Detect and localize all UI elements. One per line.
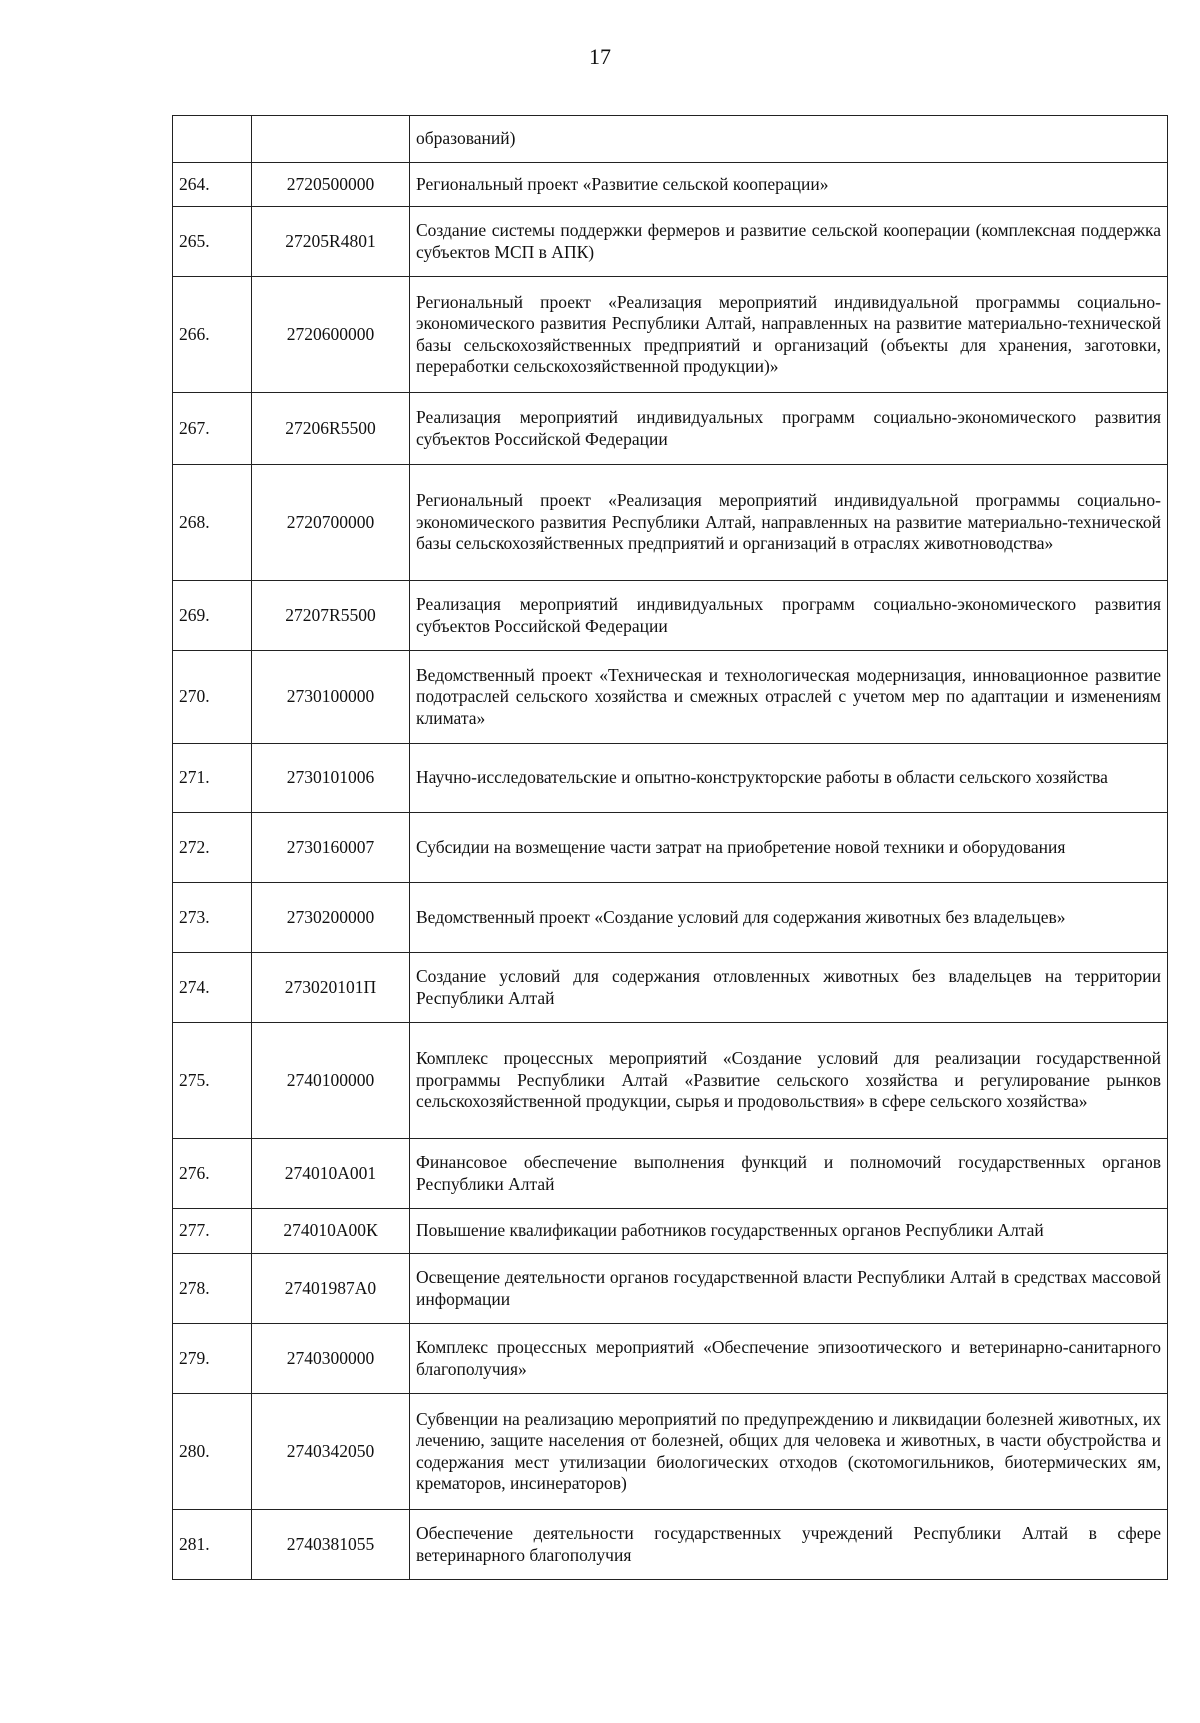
page-number: 17	[589, 44, 611, 69]
row-name: Освещение деятельности органов государственной власти Республики Алтай в средствах массовой информации	[410, 1254, 1168, 1324]
table-row	[173, 277, 1168, 393]
row-code: 2730200000	[252, 883, 410, 953]
table-row	[173, 1023, 1168, 1139]
row-number: 273.	[173, 883, 252, 953]
row-name: Реализация мероприятий индивидуальных программ социально-экономического развития субъектов Российской Федерации	[410, 581, 1168, 651]
table-row	[173, 1324, 1168, 1394]
row-number: 272.	[173, 813, 252, 883]
row-number: 275.	[173, 1023, 252, 1139]
row-number: 264.	[173, 163, 252, 207]
row-code: 274010А001	[252, 1139, 410, 1209]
table-row	[173, 1254, 1168, 1324]
row-code: 2740300000	[252, 1324, 410, 1394]
row-name: Комплекс процессных мероприятий «Создание условий для реализации государственной программы Республики Алтай «Развитие сельского хозяйства и регулирование рынков сельскохозяйственной продукции, сырья и продовольствия» в сфере сельского хозяйства»	[410, 1023, 1168, 1139]
row-name: Научно-исследовательские и опытно-конструкторские работы в области сельского хозяйства	[410, 744, 1168, 813]
budget-code-table	[172, 115, 1168, 1580]
table-row	[173, 813, 1168, 883]
row-code: 2730100000	[252, 651, 410, 744]
row-number	[173, 116, 252, 163]
row-code: 27207R5500	[252, 581, 410, 651]
row-number: 276.	[173, 1139, 252, 1209]
table-row	[173, 953, 1168, 1023]
row-name: Ведомственный проект «Создание условий для содержания животных без владельцев»	[410, 883, 1168, 953]
row-name: Финансовое обеспечение выполнения функций и полномочий государственных органов Республики Алтай	[410, 1139, 1168, 1209]
table-row	[173, 465, 1168, 581]
table-row	[173, 1394, 1168, 1510]
row-name: Субвенции на реализацию мероприятий по предупреждению и ликвидации болезней животных, их лечению, защите населения от болезней, общих для человека и животных, в части обустройства и содержания мест утилизации биологических отходов (скотомогильников, биотермических ям, крематоров, инсинераторов)	[410, 1394, 1168, 1510]
table-row	[173, 744, 1168, 813]
row-number: 277.	[173, 1209, 252, 1254]
row-code: 2740381055	[252, 1510, 410, 1580]
row-name: Ведомственный проект «Техническая и технологическая модернизация, инновационное развитие подотраслей сельского хозяйства и смежных отраслей с учетом мер по адаптации и изменениям климата»	[410, 651, 1168, 744]
table-body	[173, 116, 1168, 1580]
row-code: 27205R4801	[252, 207, 410, 277]
table-row	[173, 1209, 1168, 1254]
row-number: 269.	[173, 581, 252, 651]
row-name: Комплекс процессных мероприятий «Обеспечение эпизоотического и ветеринарно-санитарного благополучия»	[410, 1324, 1168, 1394]
table-row	[173, 393, 1168, 465]
row-number: 265.	[173, 207, 252, 277]
row-name: Региональный проект «Реализация мероприятий индивидуальной программы социально-экономического развития Республики Алтай, направленных на развитие материально-технической базы сельскохозяйственных предприятий и организаций (объекты для хранения, заготовки, переработки сельскохозяйственной продукции)»	[410, 277, 1168, 393]
row-name: Повышение квалификации работников государственных органов Республики Алтай	[410, 1209, 1168, 1254]
table-row	[173, 116, 1168, 163]
row-code: 2720700000	[252, 465, 410, 581]
table-row	[173, 1139, 1168, 1209]
row-code	[252, 116, 410, 163]
row-code: 2740100000	[252, 1023, 410, 1139]
row-name: Субсидии на возмещение части затрат на приобретение новой техники и оборудования	[410, 813, 1168, 883]
row-number: 278.	[173, 1254, 252, 1324]
row-name: Обеспечение деятельности государственных учреждений Республики Алтай в сфере ветеринарного благополучия	[410, 1510, 1168, 1580]
row-code: 2740342050	[252, 1394, 410, 1510]
row-number: 281.	[173, 1510, 252, 1580]
row-number: 270.	[173, 651, 252, 744]
row-code: 2730160007	[252, 813, 410, 883]
row-number: 271.	[173, 744, 252, 813]
row-number: 268.	[173, 465, 252, 581]
row-name: Реализация мероприятий индивидуальных программ социально-экономического развития субъектов Российской Федерации	[410, 393, 1168, 465]
row-number: 267.	[173, 393, 252, 465]
table-row	[173, 1510, 1168, 1580]
row-code: 2720600000	[252, 277, 410, 393]
row-name: Региональный проект «Реализация мероприятий индивидуальной программы социально-экономического развития Республики Алтай, направленных на развитие материально-технической базы сельскохозяйственных предприятий и организаций в отраслях животноводства»	[410, 465, 1168, 581]
row-name: Региональный проект «Развитие сельской кооперации»	[410, 163, 1168, 207]
row-name: образований)	[410, 116, 1168, 163]
row-number: 266.	[173, 277, 252, 393]
table-row	[173, 883, 1168, 953]
row-number: 274.	[173, 953, 252, 1023]
row-code: 27401987А0	[252, 1254, 410, 1324]
row-name: Создание системы поддержки фермеров и развитие сельской кооперации (комплексная поддержка субъектов МСП в АПК)	[410, 207, 1168, 277]
row-code: 273020101П	[252, 953, 410, 1023]
row-code: 27206R5500	[252, 393, 410, 465]
row-number: 280.	[173, 1394, 252, 1510]
table-row	[173, 581, 1168, 651]
row-name: Создание условий для содержания отловленных животных без владельцев на территории Республики Алтай	[410, 953, 1168, 1023]
row-number: 279.	[173, 1324, 252, 1394]
table-row	[173, 207, 1168, 277]
row-code: 274010А00К	[252, 1209, 410, 1254]
table-row	[173, 163, 1168, 207]
row-code: 2730101006	[252, 744, 410, 813]
table-row	[173, 651, 1168, 744]
row-code: 2720500000	[252, 163, 410, 207]
